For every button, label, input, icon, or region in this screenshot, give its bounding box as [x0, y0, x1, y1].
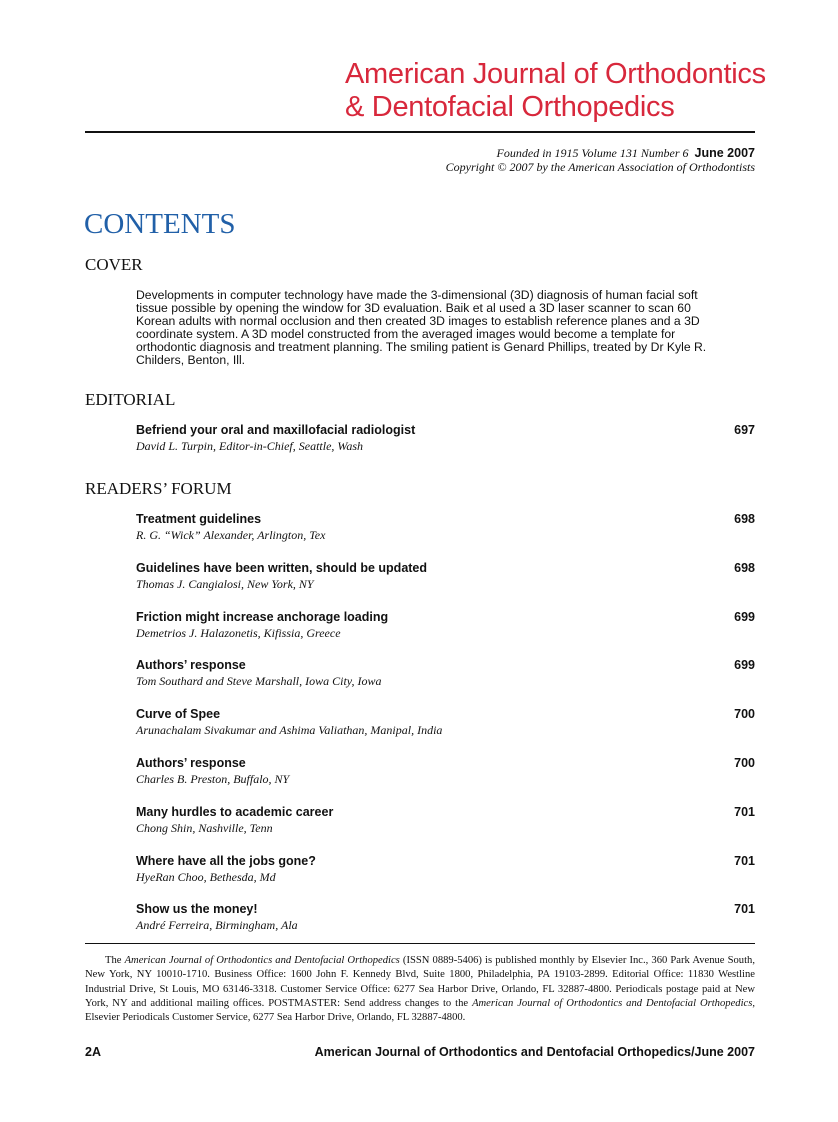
entry-page: 698	[734, 560, 755, 575]
entry-author: Chong Shin, Nashville, Tenn	[136, 820, 273, 835]
issue-info: Founded in 1915 Volume 131 Number 6 June 2007	[496, 146, 755, 160]
header-rule	[85, 131, 755, 133]
entry-author: HyeRan Choo, Bethesda, Md	[136, 869, 276, 884]
entry-title[interactable]: Guidelines have been written, should be updated	[136, 560, 428, 575]
section-heading-readers-forum: READERS’ FORUM	[85, 479, 232, 498]
entry-title[interactable]: Befriend your oral and maxillofacial radiologist	[136, 423, 416, 437]
entry-author: R. G. “Wick” Alexander, Arlington, Tex	[136, 528, 326, 542]
entry-page: 701	[734, 853, 755, 868]
toc-entry[interactable]	[136, 804, 755, 836]
page-title: CONTENTS	[84, 208, 236, 240]
entry-author: David L. Turpin, Editor-in-Chief, Seattle, Wash	[136, 439, 363, 453]
page-number: 2A	[85, 1045, 101, 1059]
toc-entry[interactable]	[136, 755, 755, 787]
entry-author: Thomas J. Cangialosi, New York, NY	[136, 576, 314, 591]
entry-page: 698	[734, 512, 755, 526]
entry-page: 700	[734, 756, 755, 770]
toc-entry[interactable]	[136, 901, 755, 933]
entry-page: 697	[734, 423, 755, 437]
section-heading-cover: COVER	[85, 255, 143, 274]
entry-page: 699	[734, 609, 755, 624]
entry-title[interactable]: Show us the money!	[136, 902, 258, 917]
toc-entry[interactable]	[136, 706, 755, 738]
running-footer: American Journal of Orthodontics and Dentofacial Orthopedics/June 2007	[314, 1045, 755, 1059]
entry-page: 700	[734, 707, 755, 722]
journal-logo: American Journal of Orthodontics & Dentofacial Orthopedics	[345, 58, 766, 123]
entry-author: Arunachalam Sivakumar and Ashima Valiathan, Manipal, India	[136, 723, 443, 738]
entry-title[interactable]: Friction might increase anchorage loading	[136, 609, 389, 624]
copyright: Copyright © 2007 by the American Association of Orthodontists	[445, 160, 755, 174]
entry-page: 701	[734, 902, 755, 917]
entry-author: Demetrios J. Halazonetis, Kifissia, Greece	[136, 625, 341, 640]
entry-title[interactable]: Curve of Spee	[136, 707, 221, 722]
entry-title[interactable]: Treatment guidelines	[136, 512, 262, 526]
entry-author: André Ferreira, Birmingham, Ala	[136, 918, 298, 933]
publisher-notice: The American Journal of Orthodontics and Dentofacial Orthopedics (ISSN 0889-5406) is published monthly by Elsevier Inc., 360 Park Avenue South, New York, NY 10010-1710. Business Office: 1600 John F. Kennedy Blvd, Suite 1800, Philadelphia, PA 19103-2899. Editorial Office: 11830 Westline Industrial Drive, St Louis, MO 63146-3318. Customer Service Office: 6277 Sea Harbor Drive, Orlando, FL 32887-4800. Periodicals postage paid at New York, NY and additional mailing offices. POSTMASTER: Send address changes to the American Journal of Orthodontics and Dentofacial Orthopedics, Elsevier Periodicals Customer Service, 6277 Sea Harbor Drive, Orlando, FL 32887-4800.	[85, 955, 755, 1024]
entry-title[interactable]: Authors’ response	[136, 658, 246, 673]
footer-rule	[85, 943, 755, 944]
toc-entry[interactable]	[136, 853, 755, 885]
entry-title[interactable]: Many hurdles to academic career	[136, 804, 334, 819]
toc-entry[interactable]	[136, 609, 755, 641]
section-heading-editorial: EDITORIAL	[85, 390, 176, 409]
entry-author: Charles B. Preston, Buffalo, NY	[136, 772, 290, 786]
entry-title[interactable]: Authors’ response	[136, 756, 246, 770]
toc-entry[interactable]	[136, 560, 755, 592]
entry-page: 701	[734, 804, 755, 819]
toc-entry[interactable]	[136, 657, 755, 689]
entry-page: 699	[734, 658, 755, 673]
cover-description: Developments in computer technology have made the 3-dimensional (3D) diagnosis of human facial soft tissue possible by opening the window for 3D evaluation. Baik et al used a 3D laser scanner to scan 60 Korean adults with normal occlusion and then created 3D images to establish reference planes and a 3D coordinate system. A 3D model constructed from the averaged images would become a template for orthodontic diagnosis and treatment planning. The smiling patient is Genard Phillips, treated by Dr Kyle R. Childers, Benton, Ill.	[136, 288, 707, 367]
toc-entry[interactable]	[136, 422, 755, 454]
entry-author: Tom Southard and Steve Marshall, Iowa City, Iowa	[136, 674, 382, 689]
toc-entry[interactable]	[136, 511, 755, 543]
entry-title[interactable]: Where have all the jobs gone?	[136, 853, 316, 868]
